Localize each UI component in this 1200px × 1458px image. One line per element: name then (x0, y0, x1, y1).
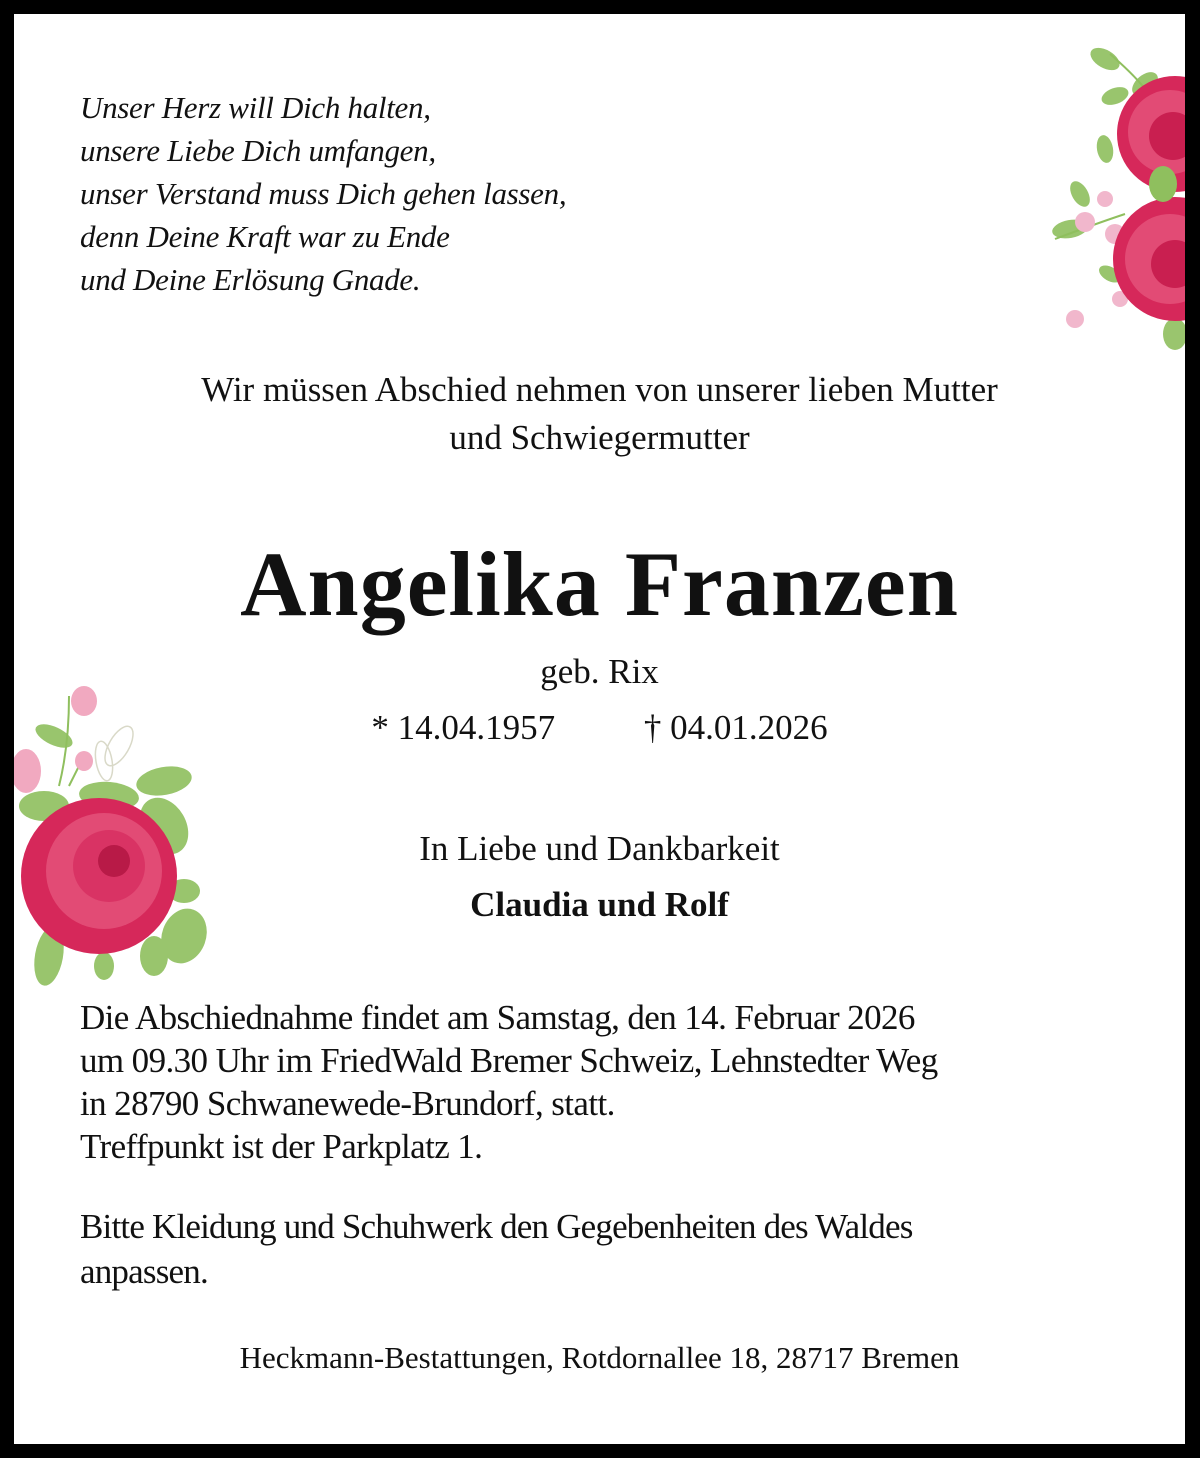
poem-line: Unser Herz will Dich halten, (80, 90, 431, 125)
mourner-names: Claudia und Rolf (470, 885, 729, 924)
ceremony-line: um 09.30 Uhr im FriedWald Bremer Schweiz, Lehnstedter Weg (80, 1041, 938, 1080)
intro-line: Wir müssen Abschied nehmen von unserer lieben Mutter (201, 370, 998, 409)
clothing-line: Bitte Kleidung und Schuhwerk den Gegebenheiten des Waldes (80, 1207, 913, 1246)
intro-text (14, 366, 1185, 462)
ceremony-info (80, 996, 1130, 1168)
poem-line: denn Deine Kraft war zu Ende (80, 219, 450, 254)
roses-top-right-icon (1015, 24, 1185, 354)
thanks-phrase: In Liebe und Dankbarkeit (419, 829, 780, 868)
clothing-line: anpassen. (80, 1252, 208, 1291)
poem-line: unser Verstand muss Dich gehen lassen, (80, 176, 567, 211)
deceased-name: Angelika Franzen (240, 533, 959, 635)
ceremony-line: in 28790 Schwanewede-Brundorf, statt. (80, 1084, 615, 1123)
birth-date: * 14.04.1957 (371, 708, 556, 747)
poem (80, 86, 566, 301)
ceremony-line: Die Abschiednahme findet am Samstag, den 14. Februar 2026 (80, 998, 915, 1037)
ceremony-line: Treffpunkt ist der Parkplatz 1. (80, 1127, 483, 1166)
poem-line: und Deine Erlösung Gnade. (80, 262, 421, 297)
poem-line: unsere Liebe Dich umfangen, (80, 133, 436, 168)
maiden-name: geb. Rix (540, 652, 659, 691)
clothing-note (80, 1204, 1130, 1294)
death-date: † 04.01.2026 (643, 708, 828, 747)
funeral-home: Heckmann-Bestattungen, Rotdornallee 18, 28717 Bremen (239, 1340, 960, 1375)
intro-line: und Schwiegermutter (449, 418, 750, 457)
obituary-card (14, 14, 1185, 1444)
